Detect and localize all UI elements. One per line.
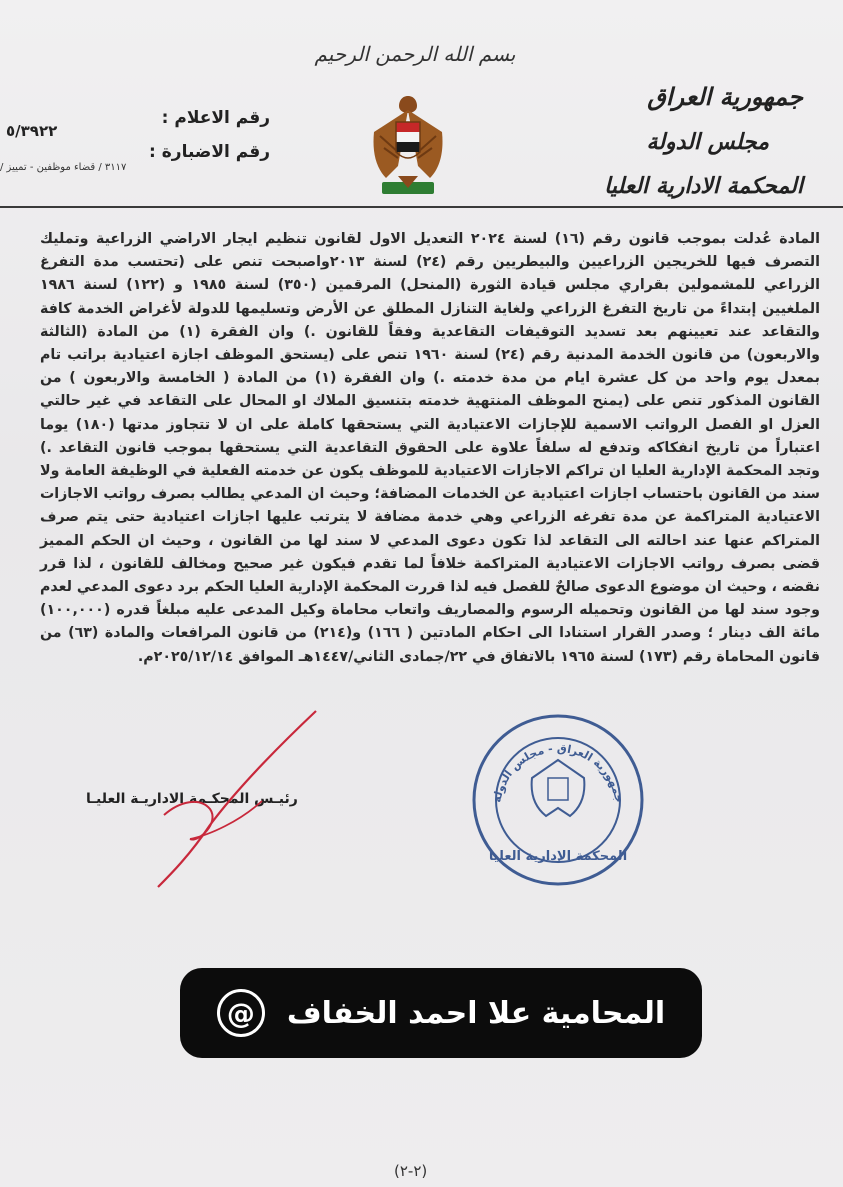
handwritten-signature — [150, 705, 330, 895]
judgment-text — [40, 228, 820, 669]
stamp-ring-text: جمهورية العراق - مجلس الدولة — [490, 741, 626, 804]
watermark-text: المحامية علا احمد الخفاف — [286, 995, 666, 1031]
institution-header — [583, 82, 803, 199]
lawyer-watermark — [180, 968, 702, 1058]
institution-court: المحكمة الادارية العليا — [604, 173, 803, 199]
reference-subtitle: ٣١١٧ / قضاء موظفين - تمييز / — [0, 162, 127, 173]
court-stamp — [470, 712, 646, 888]
iraq-eagle-emblem-icon — [368, 92, 448, 202]
stamp-bottom-text: المحكمة الإدارية العليا — [488, 849, 628, 864]
notice-number-label: رقم الاعلام : — [161, 108, 270, 128]
reference-number: ٥/٣٩٢٢ — [6, 122, 58, 140]
judgment-paragraph: المادة عُدلت بموجب قانون رقم (١٦) لسنة ٢٠٢٤ التعديل الاول لقانون تنظيم ايجار الاراضي الزراعية وتمليك التصرف فيها للخريجين الزراعيين والبيطريين رقم (٢٤) لسنة ٢٠١٣واصبحت تنص على (تحتسب مدة التفرغ الزراعي للمشمولين بقراري مجلس قيادة الثورة (المنحل) المرقمين (٣٥٠) لسنة ١٩٨٥ و (١٢٢) لسنة ١٩٨٦ الملغيين إبتداءً من تاريخ التفرغ الزراعي ولغاية التنازل المطلق عن الأرض وتسليمها للدولة لأغراض الخدمة كافة والتقاعد عند تعيينهم بعد تسديد التوقيفات التقاعدية وفقاً للقانون .) وان الفقرة (١) من المادة (الثالثة والاربعون) من قانون الخدمة المدنية رقم (٢٤) لسنة ١٩٦٠ تنص على (يستحق الموظف اجازة اعتيادية براتب تام بمعدل يوم واحد من كل عشرة ايام من مدة خدمته .) وان الفقرة (١) من المادة ( الخامسة والاربعون ) من القانون المذكور تنص على (يمنح الموظف المنتهية خدمته بتنسيق الملاك او المحال على التقاعد في غير حالتي العزل او الفصل الرواتب الاسمية للإجازات الاعتيادية التي يستحقها كاملة على ان لا تتجاوز مدتها (١٨٠) يوما اعتباراً من تاريخ انفكاكه وتدفع له سلفاً علاوة على الحقوق التقاعدية التي يستحقها بموجب قانون التقاعد .) وتجد المحكمة الإدارية العليا ان تراكم الاجازات الاعتيادية للموظف يكون عن خدمته الفعلية في الوظيفة العامة ولا سند من القانون باحتساب اجازات اعتيادية عن الخدمات المضافة؛ وحيث ان المدعي يطالب بصرف رواتب الاجازات الاعتيادية المتراكمة عن مدة تفرغه الزراعي وهي خدمة مضافة لا يترتب عليها اجازات اعتيادية حتى يتم صرف المتراكم عنها عند احالته الى التقاعد لذا تكون دعوى المدعي لا سند لها من القانون ، وحيث ان الحكم المميز قضى بصرف رواتب الاجازات الاعتيادية المتراكمة خلافاً لما تقدم فيكون غير صحيح ومخالف للقانون ، لذا قرر نقضه ، وحيث ان موضوع الدعوى صالحٌ للفصل فيه لذا قررت المحكمة الإدارية العليا الحكم برد دعوى المدعي لعدم وجود سند لها من القانون وتحميله الرسوم والمصاريف واتعاب محاماة وكيل المدعى عليه مبلغاً قدره (١٠٠,٠٠٠) مائة الف دينار ؛ وصدر القرار استنادا الى احكام المادتين ( ١٦٦) و(٢١٤) من قانون المرافعات والمادة (٦٣) من قانون المحاماة رقم (١٧٣) لسنة ١٩٦٥ بالاتفاق في ٢٢/جمادى الثاني/١٤٤٧هـ الموافق ٢٠٢٥/١٢/١٤م. — [40, 231, 821, 665]
file-number-label: رقم الاضبارة : — [149, 142, 270, 162]
page-number: (٢-٢) — [394, 1162, 428, 1180]
at-sign-icon: @ — [217, 989, 265, 1037]
header-divider — [0, 206, 843, 208]
basmala: بسم الله الرحمن الرحيم — [314, 42, 516, 66]
institution-council: مجلس الدولة — [646, 129, 769, 155]
court-president-title: رئيـس المحكـمة الاداريـة العليـا — [86, 791, 298, 807]
svg-text:جمهورية العراق - مجلس الدولة — [490, 742, 625, 804]
institution-country: جمهورية العراق — [647, 82, 803, 111]
